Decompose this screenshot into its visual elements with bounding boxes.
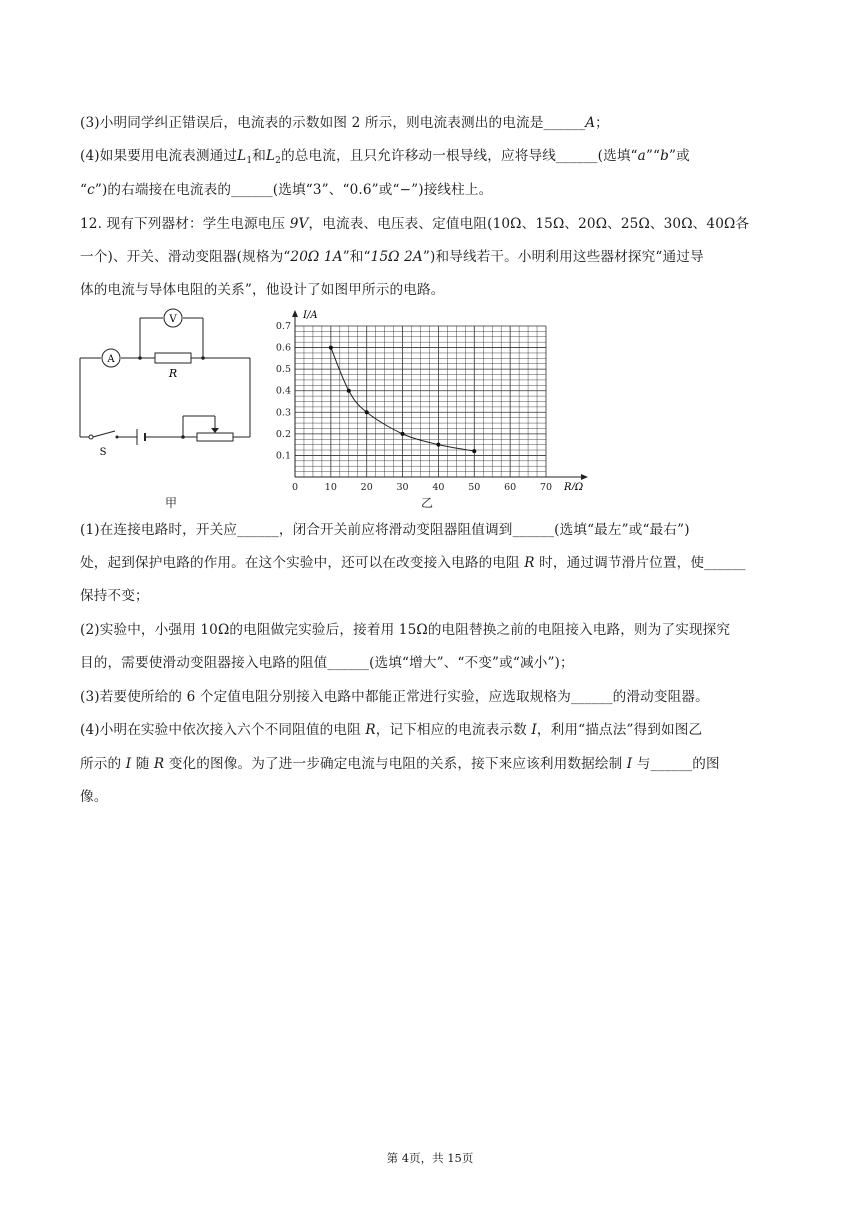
x-tick-label: 30 [396,482,409,490]
chart-axes [292,310,588,480]
circuit-caption: 甲 [165,496,178,510]
q12-part4-line2: 所示的 I 随 R 变化的图像。为了进一步确定电流与电阻的关系，接下来应该利用数据绘制 I 与______的图 [80,756,720,772]
q12-part4-line1: (4)小明在实验中依次接入六个不同阻值的电阻 R，记下相应的电流表示数 I，利用“描点法”得到如图乙 [80,722,703,738]
chart-tick-labels [276,321,552,490]
x-tick-label: 50 [468,482,481,490]
x-tick-label: 20 [360,482,373,490]
x-tick-label: 60 [504,482,517,490]
q11-part4-line2: “c”)的右端接在电流表的______(选填“3”、“0.6”或“−”)接线柱上。 [80,182,493,198]
ammeter-label: A [107,354,115,365]
q12-part2-line1: (2)实验中，小强用 10Ω的电阻做完实验后，接着用 15Ω的电阻替换之前的电阻接入电路，则为了实现探究 [80,622,731,638]
y-tick-label: 0.2 [275,428,291,440]
x-tick-label: 40 [432,482,445,490]
x-tick-label: 10 [324,482,337,490]
data-point [436,443,440,447]
q12-intro-line2: 一个)、开关、滑动变阻器(规格为“20Ω 1A”和“15Ω 2A”)和导线若干。小明利用这些器材探究“通过导 [80,249,704,265]
resistor [155,353,191,363]
rheostat [197,433,233,441]
y-tick-label: 0.5 [275,364,291,376]
q12-part4-line3: 像。 [80,789,108,805]
q11-part4-line1: (4)如果要用电流表测通过$L_1$和$L_2$的总电流，且只允许移动一根导线，应将导线______(选填“a”“b”或 [80,148,690,166]
q12-part2-line2: 目的，需要使滑动变阻器接入电路的阻值______(选填“增大”、“不变”或“减小”)； [80,655,574,671]
data-point [472,449,476,453]
data-point [329,346,333,350]
q12-intro-line3: 体的电流与导体电阻的关系”，他设计了如图甲所示的电路。 [80,282,445,298]
q12-part1-line3: 保持不变； [80,588,149,604]
y-tick-label: 0.7 [275,321,291,332]
x-axis-arrow [581,474,588,480]
x-axis-label: R/Ω [564,482,584,490]
page-footer: 第 4页，共 15页 [386,1151,474,1165]
x-tick-label: 70 [539,482,553,490]
data-point [347,389,351,393]
data-point [365,410,369,414]
q11-part3: (3)小明同学纠正错误后，电流表的示数如图 2 所示，则电流表测出的电流是______A； [80,115,609,131]
switch-label: S [99,447,107,458]
voltmeter-label: V [169,314,177,325]
q12-intro-line1: 12. 现有下列器材：学生电源电压 9V，电流表、电压表、定值电阻(10Ω、15Ω、20Ω、25Ω、30Ω、40Ω各 [80,216,750,232]
y-tick-label: 0.6 [275,342,291,354]
y-axis-label: I/A [303,310,318,321]
resistor-label: R [168,367,178,380]
current-resistance-graph [270,305,590,490]
q12-part1-line2: 处，起到保护电路的作用。在这个实验中，还可以在改变接入电路的电阻 R 时，通过调节滑片位置，使______ [80,555,746,571]
q12-part3: (3)若要使所给的 6 个定值电阻分别接入电路中都能正常进行实验，应选取规格为______的滑动变阻器。 [80,689,709,705]
graph-caption: 乙 [421,496,434,510]
data-point [401,432,405,436]
y-tick-label: 0.4 [275,385,291,397]
circuit-diagram [75,305,260,465]
y-tick-label: 0.3 [275,407,291,419]
x-tick-label: 0 [291,482,299,490]
y-tick-label: 0.1 [275,450,291,462]
chart-grid [295,326,546,477]
y-axis-arrow [292,310,298,317]
q12-part1-line1: (1)在连接电路时，开关应______，闭合开关前应将滑动变阻器阻值调到______(选填“最左”或“最右”) [80,522,690,538]
